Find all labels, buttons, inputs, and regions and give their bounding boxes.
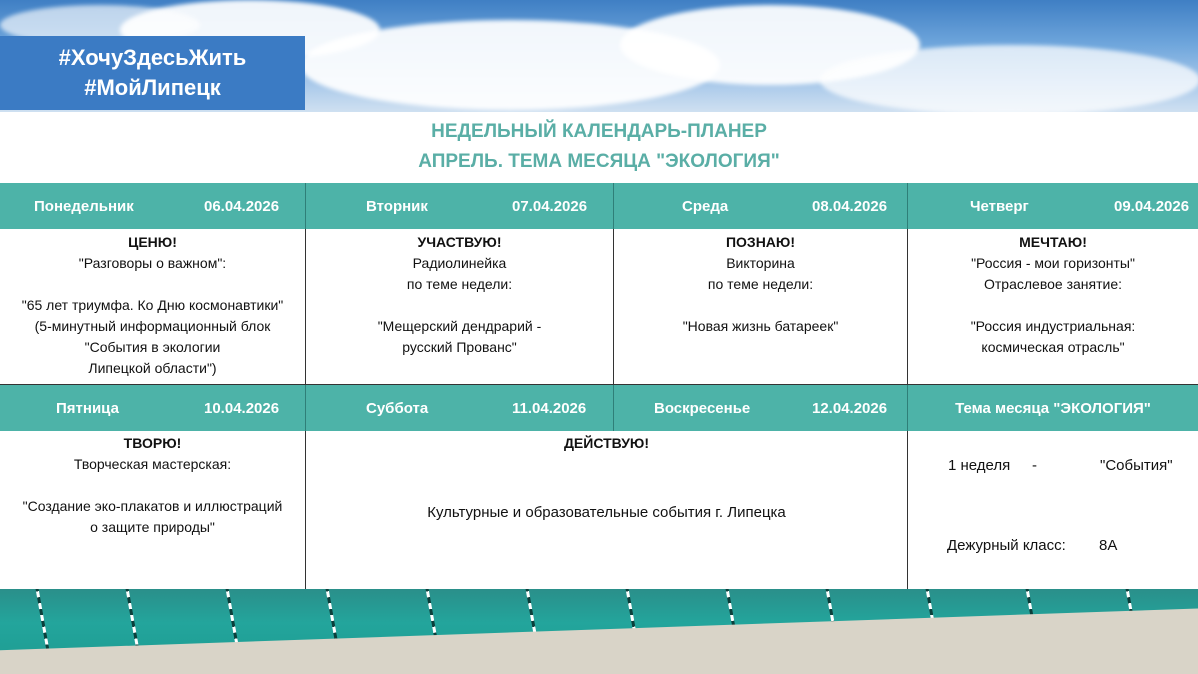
day-date: 11.04.2026 [512, 399, 587, 417]
day-date: 10.04.2026 [204, 399, 280, 417]
day-date: 06.04.2026 [204, 197, 280, 215]
cell-text: Культурные и образовательные события г. Липецка [427, 504, 786, 521]
day-header-monday [0, 183, 306, 229]
cell-line: по теме недели: [707, 276, 814, 292]
cell-line: о защите природы" [90, 519, 215, 535]
day-name: Четверг [970, 197, 1029, 215]
day-name: Понедельник [34, 197, 134, 215]
cell-line: Викторина [726, 255, 795, 271]
cell-line [0, 274, 305, 295]
hashtag-2: #МойЛипецк [84, 75, 221, 100]
duty-value: 8А [1099, 537, 1118, 554]
cell-line [614, 295, 907, 316]
cell-line: русский Прованс" [402, 339, 517, 355]
day-name: Среда [682, 197, 729, 215]
day-header-thursday [908, 183, 1198, 229]
cell-weekend [306, 431, 908, 589]
day-name: Суббота [366, 399, 429, 417]
cell-thursday [908, 229, 1198, 385]
cell-line: Радиолинейка [412, 255, 507, 271]
day-date: 09.04.2026 [1114, 197, 1190, 215]
cell-friday [0, 431, 306, 589]
title-line-2: АПРЕЛЬ. ТЕМА МЕСЯЦА "ЭКОЛОГИЯ" [418, 151, 780, 172]
day-date: 08.04.2026 [812, 197, 888, 215]
week-dash: - [1032, 457, 1037, 474]
cell-line: "Создание эко-плакатов и иллюстраций [22, 498, 283, 514]
cell-line: Липецкой области") [88, 360, 217, 376]
day-header-tuesday [306, 183, 614, 229]
cell-line: "Россия - мои горизонты" [971, 255, 1135, 271]
cell-line [0, 475, 305, 496]
cell-heading: ЦЕНЮ! [128, 234, 177, 250]
theme-header-label: Тема месяца "ЭКОЛОГИЯ" [955, 399, 1151, 417]
day-name: Вторник [366, 197, 428, 215]
page-title [0, 112, 1198, 184]
cell-line: "65 лет триумфа. Ко Дню космонавтики" [21, 297, 284, 313]
hashtag-1: #ХочуЗдесьЖить [58, 45, 247, 70]
cell-line: "Разговоры о важном": [78, 255, 227, 271]
calendar-grid [0, 183, 1198, 589]
week-label: 1 неделя [948, 457, 1011, 474]
cell-heading: УЧАСТВУЮ! [417, 234, 502, 250]
cell-line: по теме недели: [406, 276, 513, 292]
cell-line: Отраслевое занятие: [984, 276, 1122, 292]
theme-header [908, 385, 1198, 431]
week-value: "События" [1100, 457, 1173, 474]
lane-rope [34, 589, 49, 649]
cell-line: "Новая жизнь батареек" [682, 318, 839, 334]
cloud [820, 45, 1198, 112]
lane-rope [224, 589, 239, 649]
day-date: 07.04.2026 [512, 197, 588, 215]
cell-line [306, 295, 613, 316]
cell-heading: ТВОРЮ! [123, 435, 182, 451]
title-line-1: НЕДЕЛЬНЫЙ КАЛЕНДАРЬ-ПЛАНЕР [431, 121, 767, 142]
duty-label: Дежурный класс: [947, 537, 1066, 554]
cell-theme [908, 431, 1198, 589]
day-header-wednesday [614, 183, 908, 229]
hashtag-banner [0, 36, 305, 110]
cell-line [908, 295, 1198, 316]
day-name: Воскресенье [654, 399, 751, 417]
cell-line: (5-минутный информационный блок [34, 318, 271, 334]
cell-heading: ПОЗНАЮ! [725, 234, 796, 250]
cell-line: "Мещерский дендрарий - [377, 318, 542, 334]
day-header-friday [0, 385, 306, 431]
day-header-saturday [306, 385, 614, 431]
cell-line: Творческая мастерская: [73, 456, 232, 472]
cell-heading: МЕЧТАЮ! [1019, 234, 1087, 250]
day-header-sunday [614, 385, 908, 431]
cell-wednesday [614, 229, 908, 385]
cell-line: "События в экологии [84, 339, 221, 355]
cell-monday [0, 229, 306, 385]
day-name: Пятница [56, 399, 119, 417]
pool-edge [0, 606, 1198, 674]
day-date: 12.04.2026 [812, 399, 888, 417]
pool-background [0, 589, 1198, 674]
cell-tuesday [306, 229, 614, 385]
cell-line: "Россия индустриальная: [970, 318, 1136, 334]
cell-line: космическая отрасль" [981, 339, 1125, 355]
cell-heading: ДЕЙСТВУЮ! [563, 435, 650, 451]
lane-rope [124, 589, 139, 649]
